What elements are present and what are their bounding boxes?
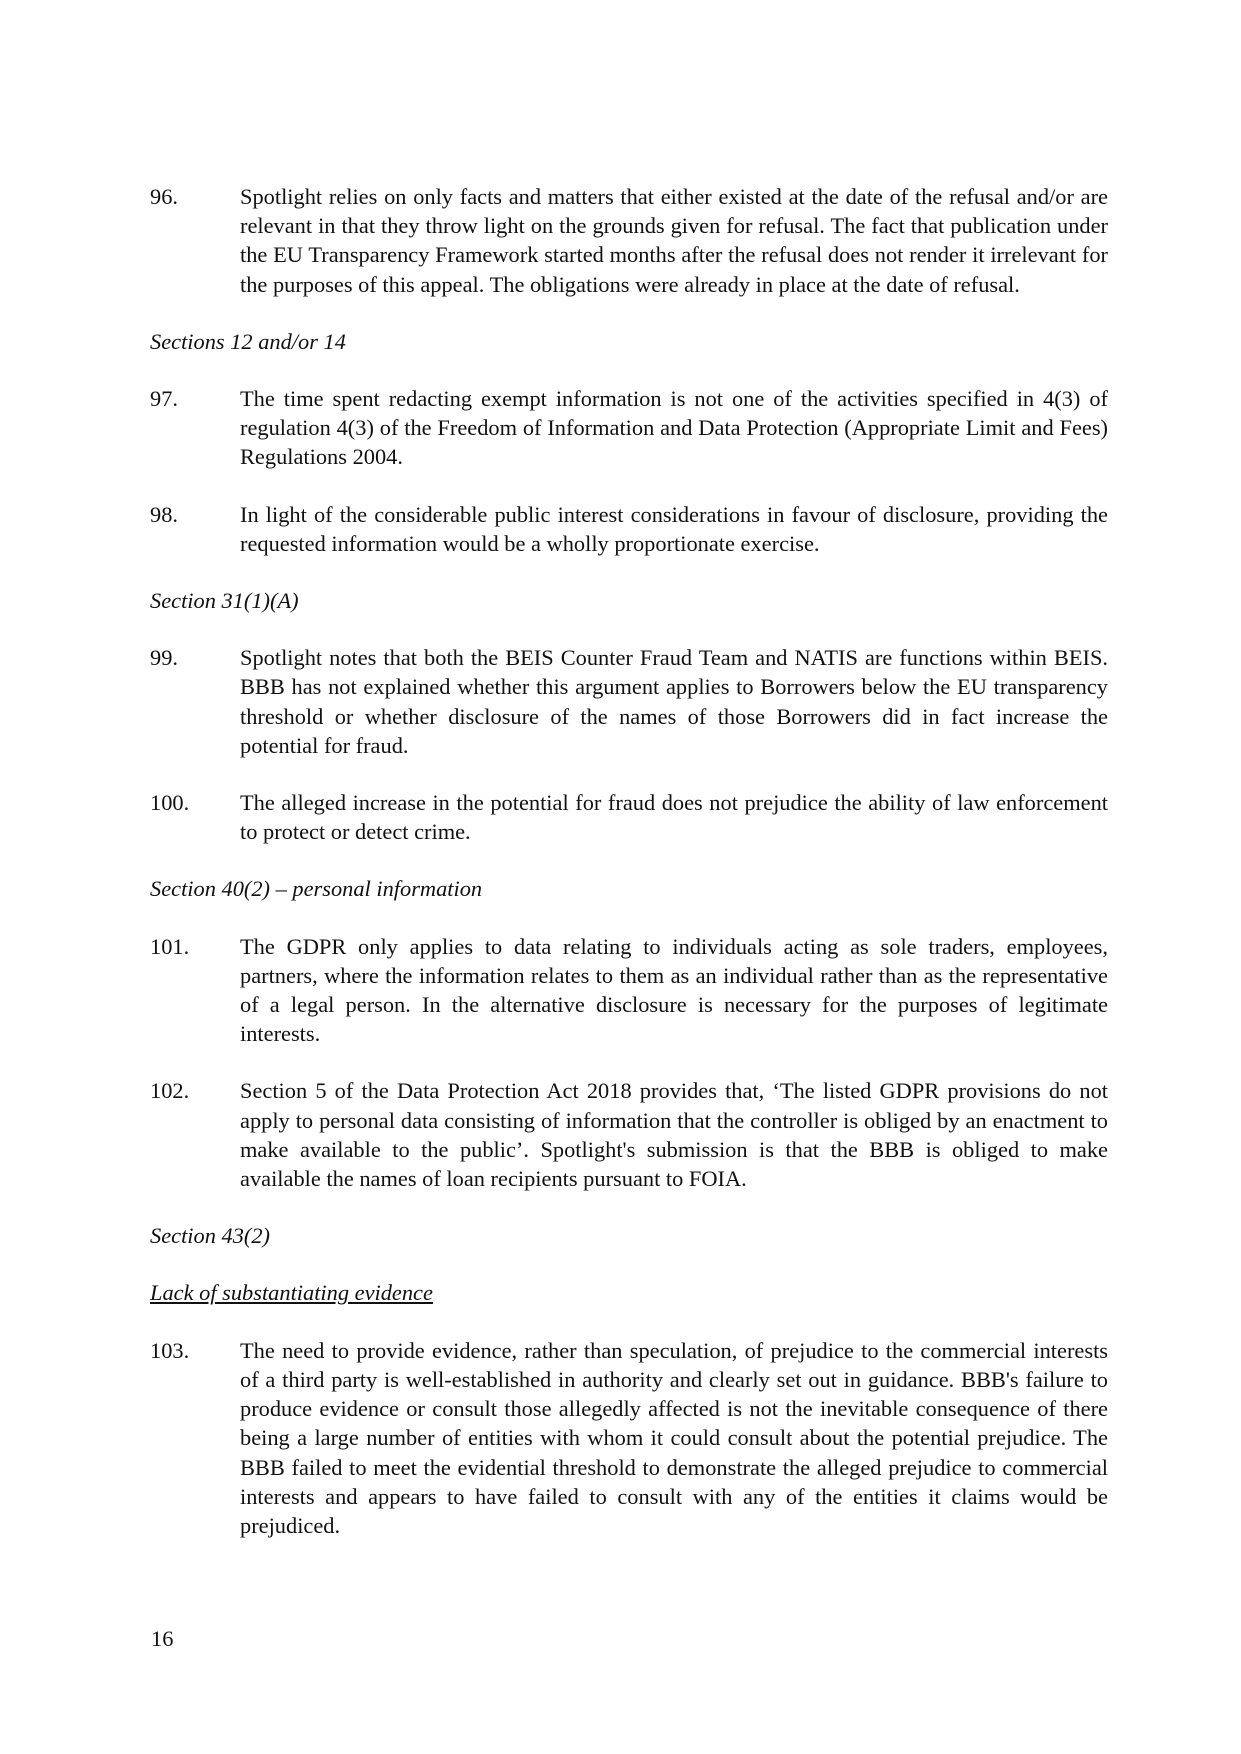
paragraph-102 — [150, 1076, 1108, 1193]
paragraph-text: In light of the considerable public interest considerations in favour of disclosure, providing the requested information would be a wholly proportionate exercise. — [240, 501, 1108, 556]
paragraph-100 — [150, 788, 1108, 846]
paragraph-number: 100. — [150, 790, 190, 816]
paragraph-number: 101. — [150, 933, 190, 959]
paragraph-number: 102. — [150, 1078, 190, 1104]
document-page — [150, 182, 1108, 1568]
section-heading: Sections 12 and/or 14 — [150, 328, 346, 354]
paragraph-text: The alleged increase in the potential for fraud does not prejudice the ability of law enforcement to protect or detect crime. — [240, 790, 1108, 845]
paragraph-number: 98. — [150, 501, 178, 527]
section-heading: Section 40(2) – personal information — [150, 876, 483, 902]
paragraph-number: 97. — [150, 386, 178, 412]
paragraph-97 — [150, 384, 1108, 472]
paragraph-101 — [150, 932, 1108, 1049]
paragraph-98 — [150, 500, 1108, 558]
paragraph-96 — [150, 182, 1108, 299]
paragraph-text: The GDPR only applies to data relating to individuals acting as sole traders, employees, partners, where the information relates to them as an individual rather than as the representative of a legal person. In the alternative disclosure is necessary for the purposes of legitimate interests. — [240, 933, 1108, 1047]
subsection-heading: Lack of substantiating evidence — [150, 1280, 433, 1306]
paragraph-text: The time spent redacting exempt information is not one of the activities specified in 4(3) of regulation 4(3) of the Freedom of Information and Data Protection (Appropriate Limit and Fees) Regulations 2004. — [240, 386, 1108, 470]
paragraph-99 — [150, 643, 1108, 760]
paragraph-number: 103. — [150, 1337, 190, 1363]
paragraph-text: Section 5 of the Data Protection Act 2018 provides that, ‘The listed GDPR provisions do not apply to personal data consisting of information that the controller is obliged by an enactment to make available to the public’. Spotlight's submission is that the BBB is obliged to make available the names of loan recipients pursuant to FOIA. — [240, 1078, 1108, 1192]
section-heading: Section 43(2) — [150, 1223, 270, 1249]
paragraph-103 — [150, 1336, 1108, 1540]
paragraph-number: 99. — [150, 645, 178, 671]
section-heading: Section 31(1)(A) — [150, 588, 299, 614]
paragraph-text: Spotlight relies on only facts and matters that either existed at the date of the refusal and/or are relevant in that they throw light on the grounds given for refusal. The fact that publication under the EU Transparency Framework started months after the refusal does not render it irrelevant for the purposes of this appeal. The obligations were already in place at the date of refusal. — [240, 184, 1108, 297]
paragraph-text: Spotlight notes that both the BEIS Counter Fraud Team and NATIS are functions within BEIS. BBB has not explained whether this argument applies to Borrowers below the EU transparency threshold or whether disclosure of the names of those Borrowers did in fact increase the potential for fraud. — [240, 645, 1108, 758]
paragraph-text: The need to provide evidence, rather than speculation, of prejudice to the commercial interests of a third party is well-established in authority and clearly set out in guidance. BBB's failure to produce evidence or consult those allegedly affected is not the inevitable consequence of there being a large number of entities with whom it could consult about the potential prejudice. The BBB failed to meet the evidential threshold to demonstrate the alleged prejudice to commercial interests and appears to have failed to consult with any of the entities it claims would be prejudiced. — [240, 1337, 1108, 1538]
paragraph-number: 96. — [150, 184, 178, 209]
page-number: 16 — [151, 1626, 174, 1651]
